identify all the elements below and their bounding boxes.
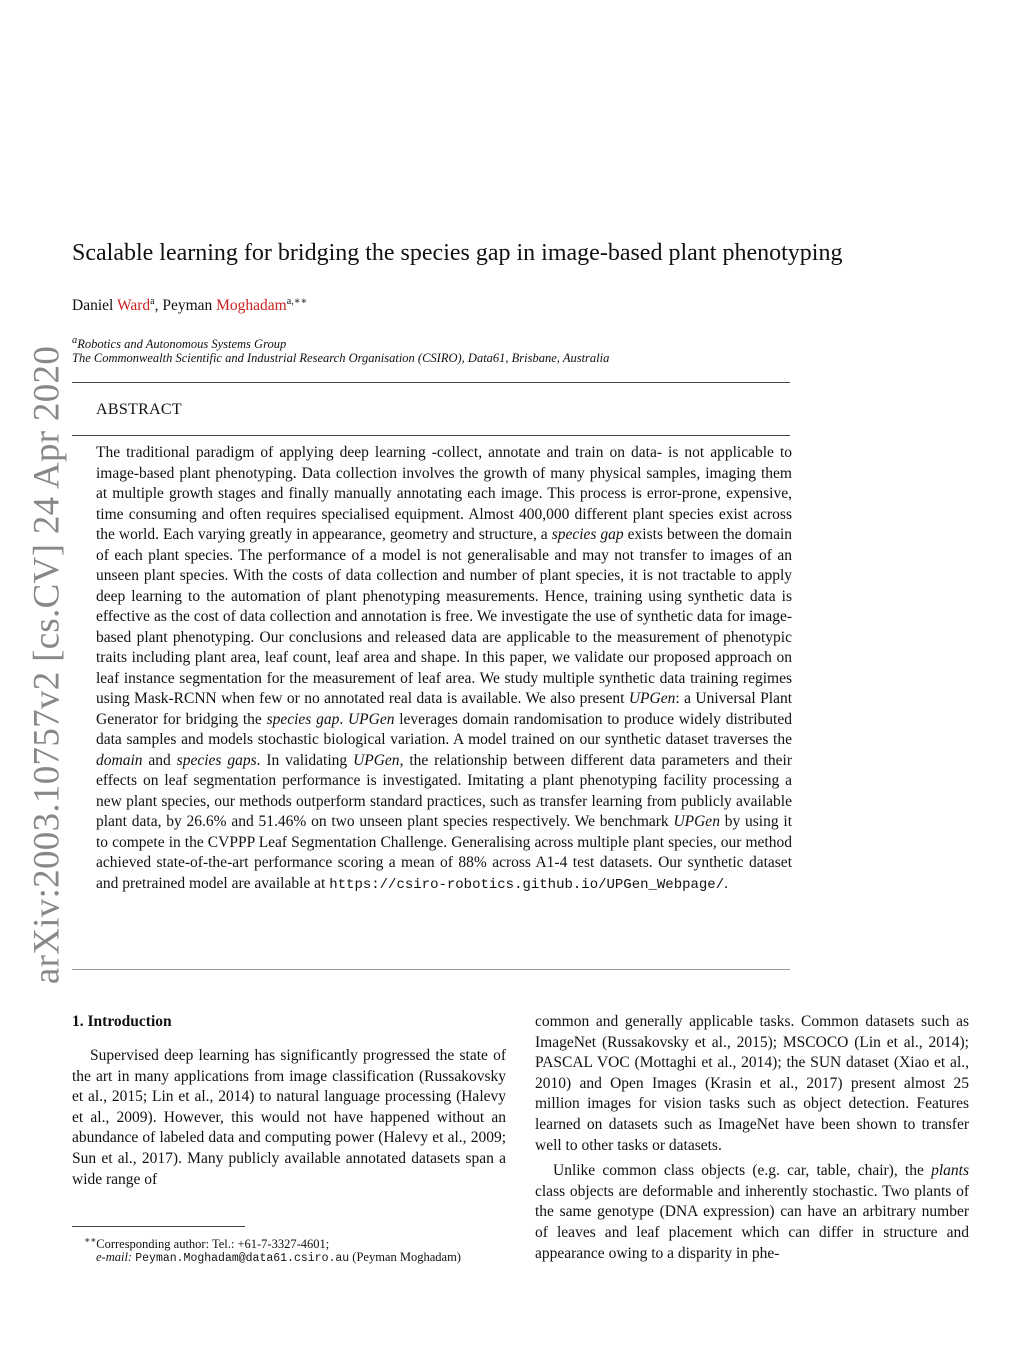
footnote-marker: ∗∗ [84,1235,97,1245]
intro-paragraph-1: Supervised deep learning has significantly progressed the state of the art in many applications from image classification (Russakovsky et al., 2015; Lin et al., 2014) to natural language processing (Halevy et al., 2009). However, this would not have happened without an abundance of labeled data and computing power (Halevy et al., 2009; Sun et al., 2017). Many publicly available annotated datasets span a wide range of [72,1047,506,1188]
email-link[interactable]: Peyman.Moghadam@data61.csiro.au [135,1252,350,1265]
footnote-corresponding-author: ∗∗Corresponding author: Tel.: +61-7-3327-4601; [84,1235,330,1252]
affiliation-line-2: The Commonwealth Scientific and Industrial Research Organisation (CSIRO), Data61, Brisbane, Australia [72,351,610,365]
left-column [72,1046,506,1190]
author2-affiliation-marker: a,∗∗ [286,295,308,307]
arxiv-identifier-stamp: arXiv:2003.10757v2 [cs.CV] 24 Apr 2020 [26,345,68,985]
author-list [72,296,307,316]
section-heading-introduction: 1. Introduction [72,1013,172,1030]
abstract-top-rule [72,382,790,383]
footnote-email: e-mail: Peyman.Moghadam@data61.csiro.au (Peyman Moghadam) [96,1250,461,1265]
author1-last-name-link[interactable]: Ward [116,297,151,314]
abstract-body: The traditional paradigm of applying deep learning -collect, annotate and train on data- is not applicable to image-based plant phenotyping. Data collection involves the growth of many physical samples, imaging them at multiple growth stages and finally manually annotating each image. This process is error-prone, expensive, time consuming and often requires specialised equipment. Almost 400,000 different plant species exist across the world. Each varying greatly in appearance, geometry and structure, a species gap exists between the domain of each plant species. The performance of a model is not generalisable and may not transfer to images of an unseen plant species. With the costs of data collection and number of plant species, it is not tractable to apply deep learning to the automation of plant phenotyping measurements. Hence, training using synthetic data is effective as the cost of data collection and annotation is free. We investigate the use of synthetic data for image-based plant phenotyping. Our conclusions and released data are applicable to the measurement of phenotypic traits including plant area, leaf count, leaf area and shape. In this paper, we validate our proposed approach on leaf instance segmentation for the measurement of leaf area. We study multiple synthetic data training regimes using Mask-RCNN when few or no annotated real data is available. We also present UPGen: a Universal Plant Generator for bridging the species gap. UPGen leverages domain randomisation to produce widely distributed data samples and models stochastic biological variation. A model trained on our synthetic dataset traverses the domain and species gaps. In validating UPGen, the relationship between different data parameters and their effects on leaf segmentation performance is investigated. Imitating a plant phenotyping facility processing a new plant species, our methods outperform standard practices, such as transfer learning from publicly available plant data, by 26.6% and 51.46% on two unseen plant species respectively. We benchmark UPGen by using it to compete in the CVPPP Leaf Segmentation Challenge. Generalising across multiple plant species, our method achieved state-of-the-art performance scoring a mean of 88% across A1-4 test datasets. Our synthetic dataset and pretrained model are available at https://csiro-robotics.github.io/UPGen_Webpage/. [96,444,792,893]
author-separator: , Peyman [154,297,213,314]
intro-paragraph-2: Unlike common class objects (e.g. car, table, chair), the plants class objects are deformable and inherently stochastic. Two plants of the same genotype (DNA expression) can have an arbitrary number of leaves and leaf placement which can differ in structure and appearance owing to a disparity in phe- [535,1162,969,1262]
abstract-heading: ABSTRACT [96,401,182,418]
affiliation-marker: a [72,335,78,346]
author2-last-name-link[interactable]: Moghadam [216,297,287,314]
abstract-bottom-rule [72,969,790,970]
intro-paragraph-1-continued: common and generally applicable tasks. Common datasets such as ImageNet (Russakovsky et al., 2015); MSCOCO (Lin et al., 2014); PASCAL VOC (Mottaghi et al., 2014); the SUN dataset (Xiao et al., 2010) and Open Images (Krasin et al., 2017) present almost 25 million images for vision tasks such as object detection. Features learned on datasets such as ImageNet have been shown to transfer well to other tasks or datasets. [535,1013,969,1154]
paper-title: Scalable learning for bridging the species gap in image-based plant phenotyping [72,240,843,266]
abstract-heading-rule [72,435,790,436]
project-url-link[interactable]: https://csiro-robotics.github.io/UPGen_Webpage/ [329,876,725,893]
affiliation-group: Robotics and Autonomous Systems Group [77,337,287,352]
author1-affiliation-marker: a [150,295,155,307]
footnote-rule [72,1226,245,1227]
author1-first-name: Daniel [72,297,114,314]
right-column [535,1012,969,1264]
